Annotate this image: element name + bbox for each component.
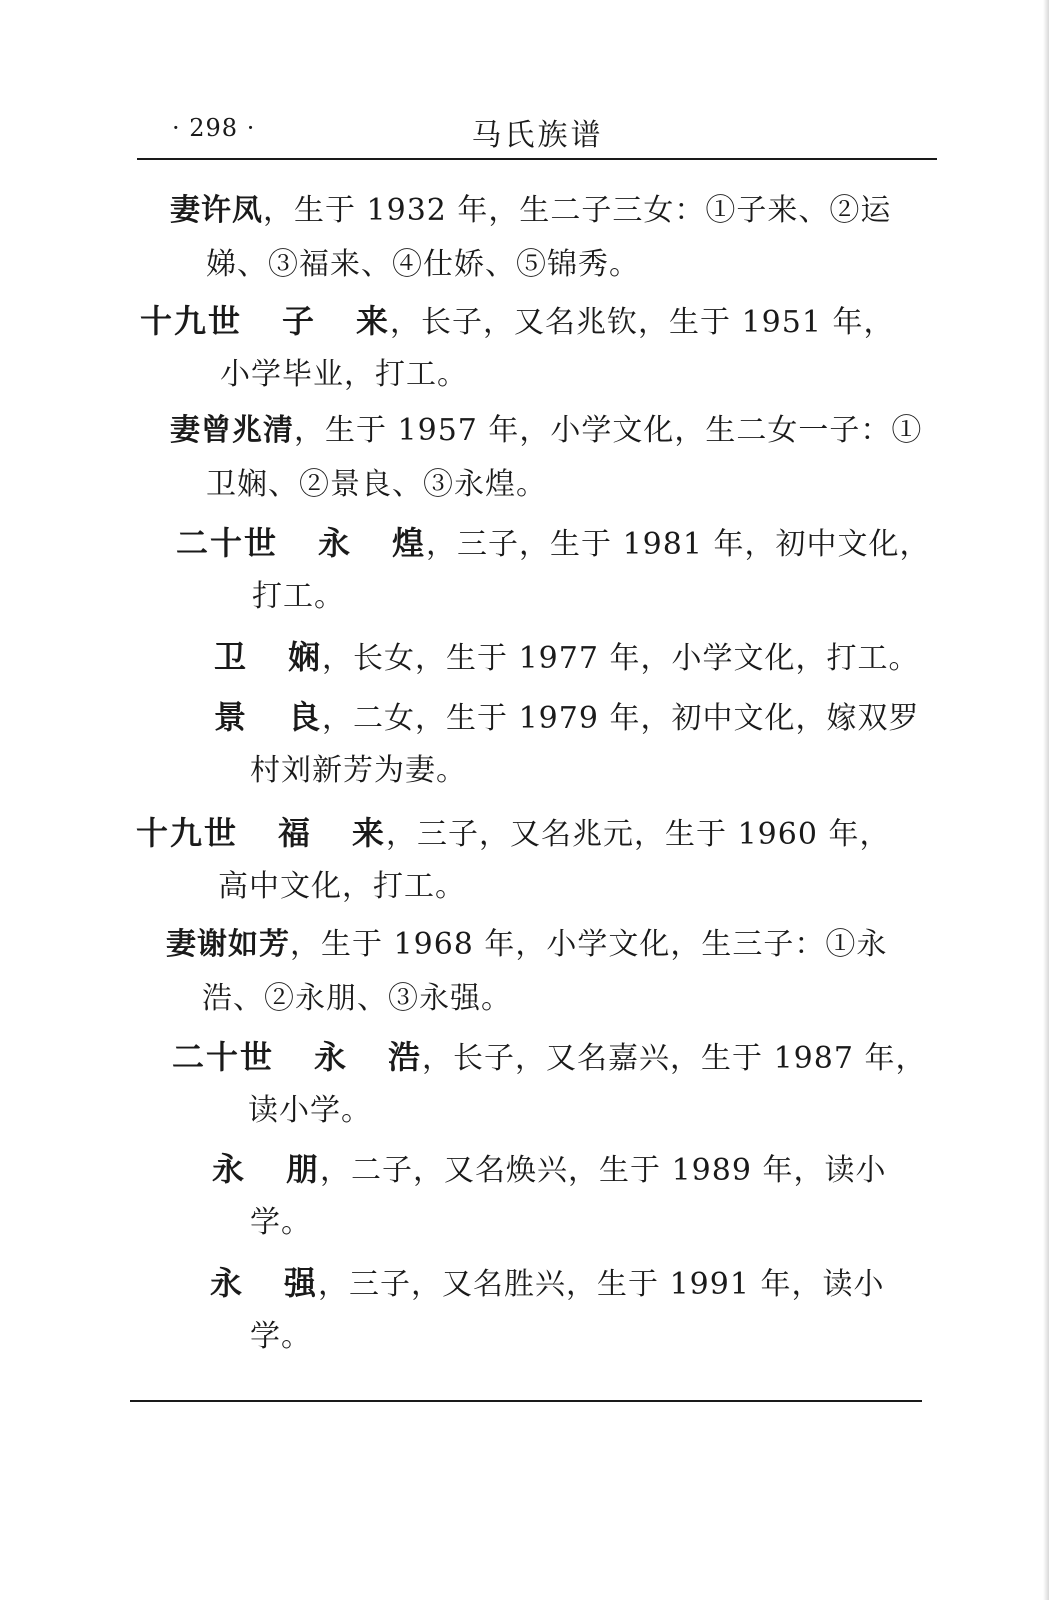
entry-line-continued: 读小学。 (248, 1093, 372, 1128)
person-name-first: 永 (212, 1150, 247, 1188)
generation-label: 二十世 (172, 1038, 275, 1076)
entry-line (166, 918, 887, 972)
entry-line (170, 404, 922, 458)
entry-text: ，长女，生于 1977 年，小学文化，打工。 (322, 641, 920, 676)
genealogy-entry-fulai (136, 806, 890, 914)
binding-edge (1043, 0, 1049, 1600)
genealogy-entry-yonghao (172, 1030, 926, 1138)
genealogy-entry-zilai (140, 294, 894, 402)
entry-line (170, 184, 891, 238)
entry-line (214, 630, 919, 684)
generation-label: 十九世 (136, 814, 239, 852)
genealogy-entry-jingliang (214, 690, 919, 798)
person-name-second: 良 (288, 698, 323, 736)
spouse-name: 妻许凤 (170, 193, 263, 228)
genealogy-entry-spouse-xierufang (166, 918, 887, 1026)
entry-text: ，生于 1932 年，生二子三女：①子来、②运 (263, 193, 892, 228)
entry-text: ，长子，又名嘉兴，生于 1987 年， (422, 1041, 927, 1076)
person-name-first: 景 (214, 698, 249, 736)
person-name-second: 来 (352, 814, 387, 852)
person-name-second: 强 (284, 1264, 319, 1302)
entry-line-continued: 村刘新芳为妻。 (250, 753, 467, 788)
running-header (140, 108, 935, 158)
genealogy-entry-yongpeng (212, 1142, 886, 1250)
entry-line (214, 690, 919, 744)
entry-line-continued: 卫娴、②景良、③永煌。 (206, 467, 547, 502)
spouse-name: 妻谢如芳 (166, 927, 290, 962)
person-name-second: 朋 (286, 1150, 321, 1188)
person-name-first: 永 (314, 1038, 349, 1076)
entry-line-continued: 打工。 (252, 579, 345, 614)
entry-text: ，生于 1968 年，小学文化，生三子：①永 (290, 927, 888, 962)
generation-label: 二十世 (176, 524, 279, 562)
entry-line (140, 294, 894, 348)
entry-line-continued: 学。 (250, 1205, 312, 1240)
entry-text: ，三子，又名兆元，生于 1960 年， (386, 817, 891, 852)
entry-text: ，长子，又名兆钦，生于 1951 年， (390, 305, 895, 340)
entry-line-continued: 浩、②永朋、③永强。 (202, 981, 512, 1016)
entry-line (176, 516, 930, 570)
genealogy-entry-yongqiang (210, 1256, 884, 1364)
footer-rule (130, 1400, 922, 1402)
entry-line (136, 806, 890, 860)
entry-line (210, 1256, 884, 1310)
header-rule (137, 158, 937, 160)
person-name-first: 永 (210, 1264, 245, 1302)
book-title: 马氏族谱 (471, 118, 604, 153)
entry-text: ，生于 1957 年，小学文化，生二女一子：① (294, 413, 923, 448)
entry-text: ，二女，生于 1979 年，初中文化，嫁双罗 (322, 701, 920, 736)
entry-text: ，三子，生于 1981 年，初中文化， (426, 527, 931, 562)
spouse-name: 妻曾兆清 (170, 413, 294, 448)
person-name-second: 浩 (388, 1038, 423, 1076)
person-name-second: 煌 (392, 524, 427, 562)
entry-line-continued: 娣、③福来、④仕娇、⑤锦秀。 (206, 247, 640, 282)
genealogy-entry-weixian (214, 630, 919, 684)
entry-text: ，二子，又名焕兴，生于 1989 年，读小 (320, 1153, 887, 1188)
generation-label: 十九世 (140, 302, 243, 340)
person-name-first: 卫 (214, 638, 249, 676)
person-name-first: 子 (282, 302, 317, 340)
genealogy-entry-yonghuang (176, 516, 930, 624)
entry-text: ，三子，又名胜兴，生于 1991 年，读小 (318, 1267, 885, 1302)
entry-line-continued: 高中文化，打工。 (218, 869, 466, 904)
entry-line-continued: 小学毕业，打工。 (220, 357, 468, 392)
person-name-second: 来 (356, 302, 391, 340)
person-name-first: 福 (278, 814, 313, 852)
entry-line (172, 1030, 926, 1084)
entry-line (212, 1142, 886, 1196)
entry-line-continued: 学。 (250, 1319, 312, 1354)
person-name-first: 永 (318, 524, 353, 562)
person-name-second: 娴 (288, 638, 323, 676)
genealogy-entry-spouse-xufeng (170, 184, 891, 292)
page-number: · 298 · (172, 114, 256, 142)
genealogy-entry-spouse-zengzhaoqing (170, 404, 922, 512)
